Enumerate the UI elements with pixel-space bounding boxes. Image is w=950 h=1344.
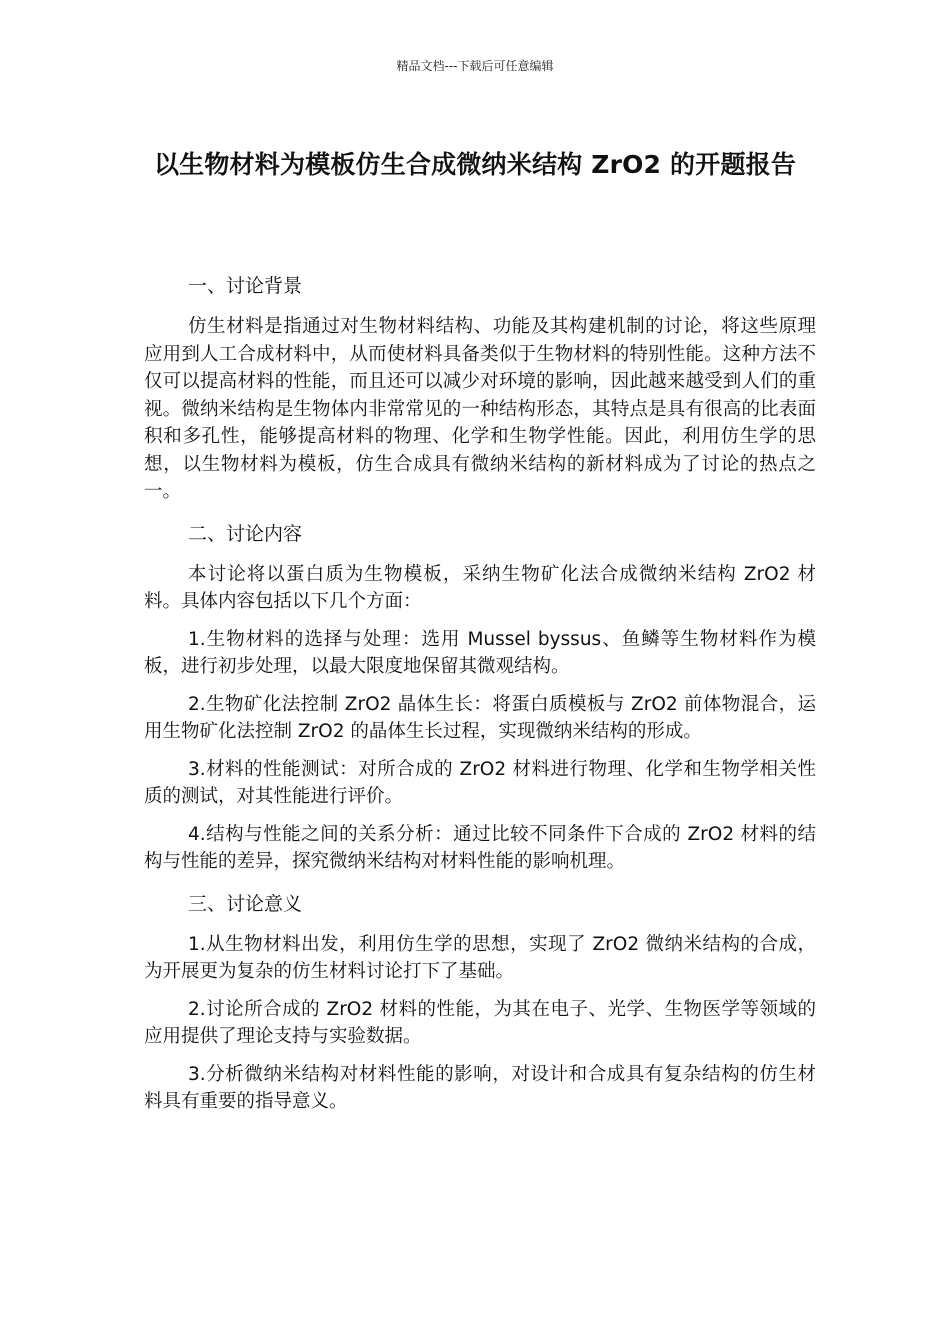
content-item-3: 3.材料的性能测试：对所合成的 ZrO2 材料进行物理、化学和生物学相关性质的测试，对其性能进行评价。 bbox=[144, 758, 816, 807]
section-heading-background: 一、讨论背景 bbox=[188, 275, 303, 297]
header-note: 精品文档---下载后可任意编辑 bbox=[396, 59, 554, 73]
section-heading-significance: 三、讨论意义 bbox=[188, 892, 303, 915]
document-title: 以生物材料为模板仿生合成微纳米结构 ZrO2 的开题报告 bbox=[153, 150, 797, 179]
content-item-4: 4.结构与性能之间的关系分析：通过比较不同条件下合成的 ZrO2 材料的结构与性能的差异，探究微纳米结构对材料性能的影响机理。 bbox=[144, 823, 816, 872]
content-item-1: 1.生物材料的选择与处理：选用 Mussel byssus、鱼鳞等生物材料作为模板，进行初步处理，以最大限度地保留其微观结构。 bbox=[144, 628, 816, 677]
significance-item-1: 1.从生物材料出发，利用仿生学的思想，实现了 ZrO2 微纳米结构的合成，为开展更为复杂的仿生材料讨论打下了基础。 bbox=[144, 933, 816, 982]
content-intro-paragraph: 本讨论将以蛋白质为生物模板，采纳生物矿化法合成微纳米结构 ZrO2 材料。具体内容包括以下几个方面： bbox=[144, 563, 816, 612]
content-item-2: 2.生物矿化法控制 ZrO2 晶体生长：将蛋白质模板与 ZrO2 前体物混合，运用生物矿化法控制 ZrO2 的晶体生长过程，实现微纳米结构的形成。 bbox=[144, 693, 816, 742]
significance-item-3: 3.分析微纳米结构对材料性能的影响，对设计和合成具有复杂结构的仿生材料具有重要的指导意义。 bbox=[144, 1063, 816, 1112]
document-body bbox=[144, 268, 816, 1126]
background-paragraph: 仿生材料是指通过对生物材料结构、功能及其构建机制的讨论，将这些原理应用到人工合成材料中，从而使材料具备类似于生物材料的特别性能。这种方法不仅可以提高材料的性能，而且还可以减少对环境的影响，因此越来越受到人们的重视。微纳米结构是生物体内非常常见的一种结构形态，其特点是具有很高的比表面积和多孔性，能够提高材料的物理、化学和生物学性能。因此，利用仿生学的思想，以生物材料为模板，仿生合成具有微纳米结构的新材料成为了讨论的热点之一。 bbox=[144, 316, 816, 502]
section-heading-content: 二、讨论内容 bbox=[188, 522, 303, 545]
significance-item-2: 2.讨论所合成的 ZrO2 材料的性能，为其在电子、光学、生物医学等领域的应用提供了理论支持与实验数据。 bbox=[144, 998, 816, 1047]
